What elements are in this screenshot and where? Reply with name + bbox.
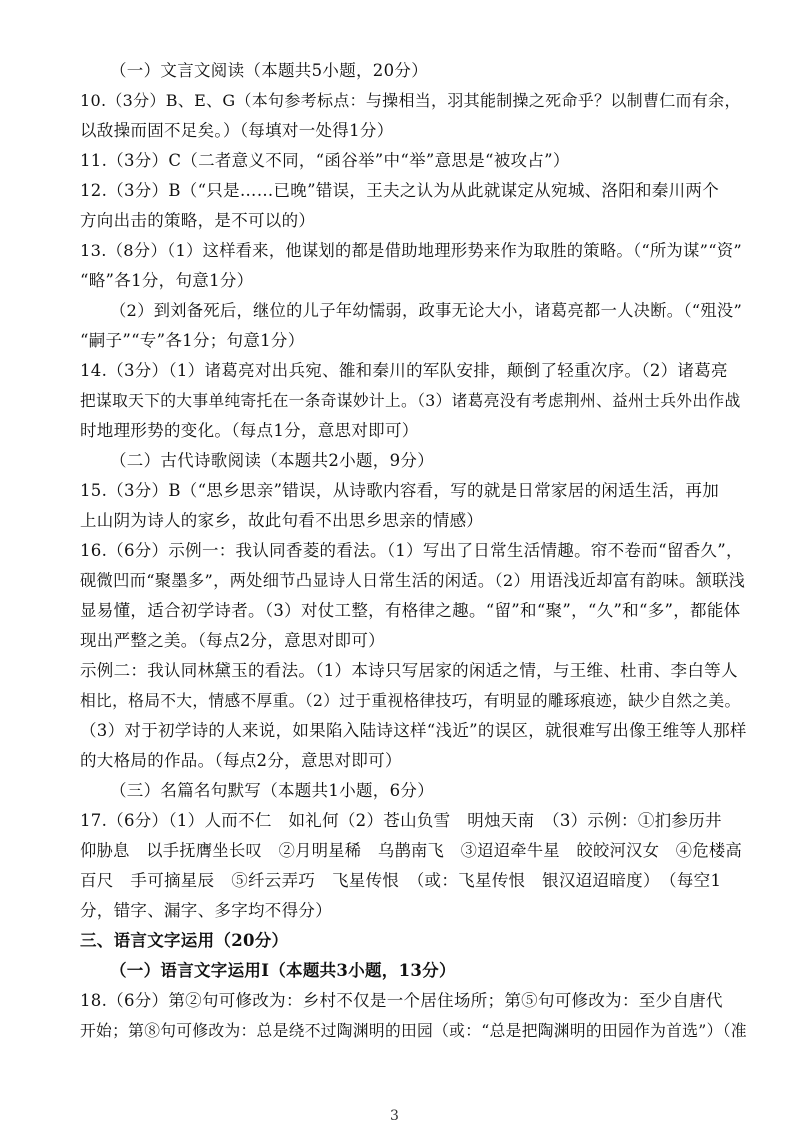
text-line: 15.（3分）B（“思乡思亲”错误，从诗歌内容看，写的就是日常家居的闲适生活，再加	[80, 481, 720, 500]
text-line: 13.（8分）（1）这样看来，他谋划的都是借助地理形势来作为取胜的策略。（“所为谋”“资”	[80, 241, 742, 260]
text-line: 显易懂，适合初学诗者。（3）对仗工整，有格律之趣。“留”和“聚”，“久”和“多”，都能体	[80, 601, 741, 620]
text-line: “嗣子”“专”各1分；句意1分）	[80, 331, 305, 350]
text-line: （2）到刘备死后，继位的儿子年幼懦弱，政事无论大小，诸葛亮都一人决断。（“殂没”	[110, 301, 743, 320]
text-line: （二）古代诗歌阅读（本题共2小题，9分）	[110, 451, 434, 470]
text-line: 百尺 手可摘星辰 ⑤纤云弄巧 飞星传恨 （或：飞星传恨 银汉迢迢暗度） （每空1	[80, 871, 722, 890]
text-line: 示例二：我认同林黛玉的看法。（1）本诗只写居家的闲适之情，与王维、杜甫、李白等人	[80, 661, 738, 680]
document-body	[80, 56, 750, 1046]
text-line: 相比，格局不大，情感不厚重。（2）过于重视格律技巧，有明显的雕琢痕迹，缺少自然之美。	[80, 691, 741, 710]
text-line: 开始；第⑧句可修改为：总是绕不过陶渊明的田园（或：“总是把陶渊明的田园作为首选”）（准	[80, 1021, 747, 1040]
text-line: 分，错字、漏字、多字均不得分）	[80, 901, 332, 920]
text-line: （3）对于初学诗的人来说，如果陷入陆诗这样“浅近”的误区，就很难写出像王维等人那样	[80, 721, 747, 740]
text-line: 14.（3分）（1）诸葛亮对出兵宛、雒和秦川的军队安排，颠倒了轻重次序。（2）诸葛亮	[80, 361, 728, 380]
text-line: 砚微凹而“聚墨多”，两处细节凸显诗人日常生活的闲适。（2）用语浅近却富有韵味。颔联浅	[80, 571, 746, 590]
text-line: 上山阴为诗人的家乡，故此句看不出思乡思亲的情感）	[80, 511, 484, 530]
page-number: 3	[390, 1108, 399, 1124]
text-line: 18.（6分）第②句可修改为：乡村不仅是一个居住场所；第⑤句可修改为：至少自唐代	[80, 991, 723, 1010]
text-line: 方向出击的策略，是不可以的）	[80, 211, 316, 230]
text-line: 把谋取天下的大事单纯寄托在一条奇谋妙计上。（3）诸葛亮没有考虑荆州、益州士兵外出作战	[80, 391, 741, 410]
text-line: 的大格局的作品。（每点2分，意思对即可）	[80, 751, 402, 770]
text-line: 以敌操而固不足矣。）（每填对一处得1分）	[80, 121, 394, 140]
text-line: （一）文言文阅读（本题共5小题，20分）	[110, 61, 428, 80]
text-line: 17.（6分）（1）人而不仁 如礼何（2）苍山负雪 明烛天南 （3）示例：①扪参历井	[80, 811, 722, 830]
text-line: 三、语言文字运用（20分）	[80, 931, 289, 950]
text-line: 仰胁息 以手抚膺坐长叹 ②月明星稀 乌鹊南飞 ③迢迢牵牛星 皎皎河汉女 ④危楼高	[80, 841, 742, 860]
text-line: 现出严整之美。（每点2分，意思对即可）	[80, 631, 385, 650]
text-line: 16.（6分）示例一：我认同香菱的看法。（1）写出了日常生活情趣。帘不卷而“留香久”，	[80, 541, 743, 560]
text-line: （三）名篇名句默写（本题共1小题，6分）	[110, 781, 434, 800]
text-line: “略”各1分，句意1分）	[80, 271, 254, 290]
text-line: （一）语言文字运用Ⅰ（本题共3小题，13分）	[110, 961, 456, 980]
text-line: 12.（3分）B（“只是……已晚”错误，王夫之认为从此就谋定从宛城、洛阳和秦川两个	[80, 181, 720, 200]
text-line: 10.（3分）B、E、G（本句参考标点：与操相当，羽其能制操之死命乎？以制曹仁而有余，	[80, 91, 741, 110]
text-line: 时地理形势的变化。（每点1分，意思对即可）	[80, 421, 419, 440]
text-line: 11.（3分）C（二者意义不同，“函谷举”中“举”意思是“被攻占”）	[80, 151, 570, 170]
